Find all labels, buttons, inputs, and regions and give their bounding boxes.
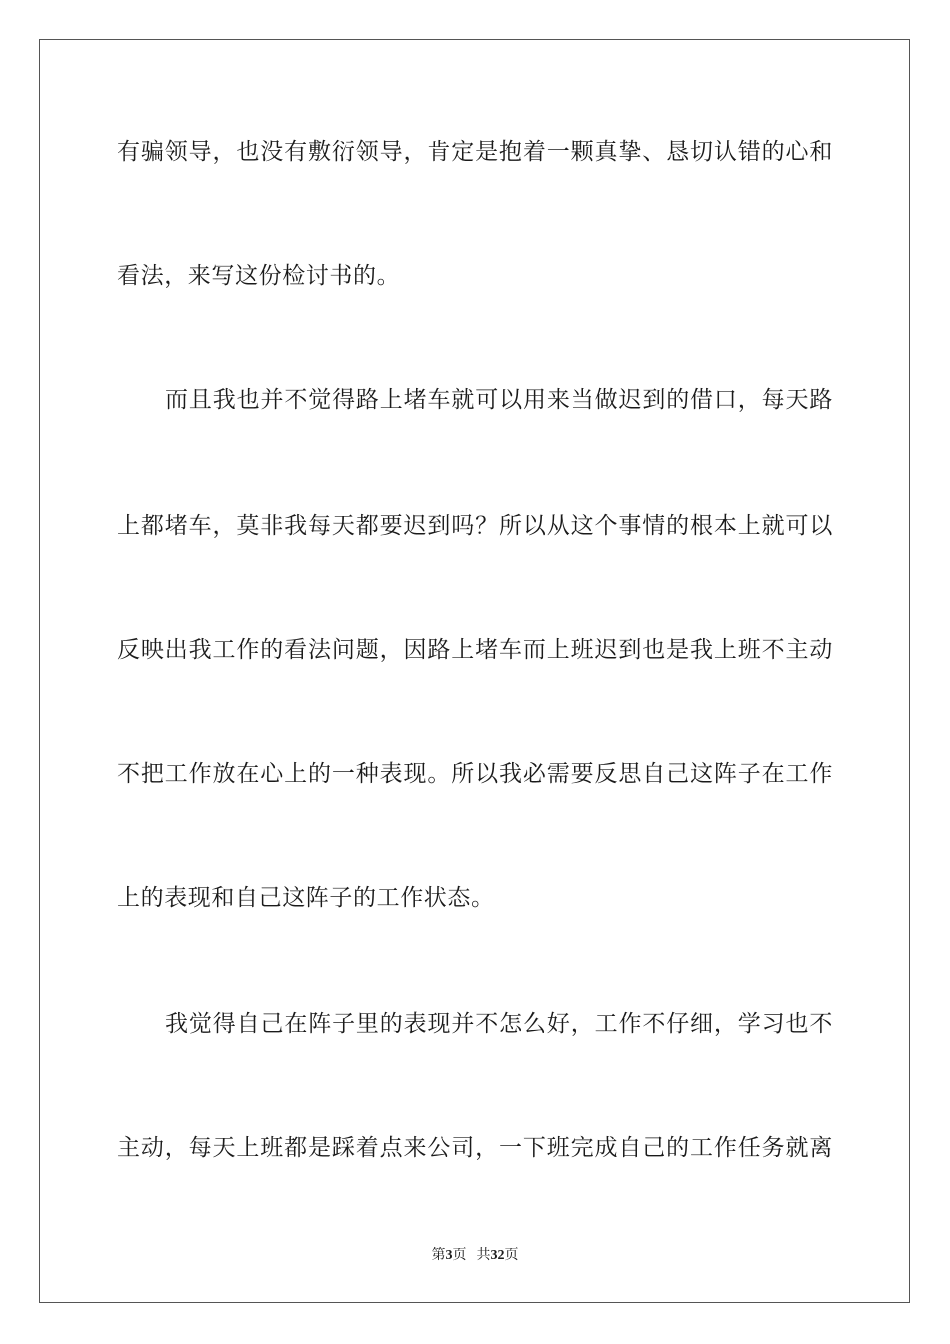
- body-line-4: 上都堵车，莫非我每天都要迟到吗？所以从这个事情的根本上就可以: [117, 513, 833, 539]
- page-frame: [39, 39, 910, 1303]
- body-line-6: 不把工作放在心上的一种表现。所以我必需要反思自己这阵子在工作: [117, 761, 833, 787]
- footer-total-prefix: 共: [476, 1247, 491, 1263]
- body-line-8: 我觉得自己在阵子里的表现并不怎么好，工作不仔细，学习也不: [165, 1011, 833, 1037]
- body-line-2: 看法，来写这份检讨书的。: [117, 263, 401, 289]
- body-line-5: 反映出我工作的看法问题，因路上堵车而上班迟到也是我上班不主动: [117, 637, 833, 663]
- footer-page-prefix: 第: [431, 1247, 446, 1263]
- body-line-3: 而且我也并不觉得路上堵车就可以用来当做迟到的借口，每天路: [165, 387, 833, 413]
- page-footer: [0, 1246, 950, 1265]
- footer-page-number: 3: [445, 1248, 453, 1263]
- footer-total-suffix: 页: [504, 1247, 519, 1263]
- body-line-9: 主动，每天上班都是踩着点来公司，一下班完成自己的工作任务就离: [117, 1135, 833, 1161]
- footer-page-suffix: 页: [452, 1247, 467, 1263]
- body-line-7: 上的表现和自己这阵子的工作状态。: [117, 885, 495, 911]
- footer-total-number: 32: [490, 1248, 505, 1263]
- body-line-1: 有骗领导，也没有敷衍领导，肯定是抱着一颗真挚、恳切认错的心和: [117, 139, 833, 165]
